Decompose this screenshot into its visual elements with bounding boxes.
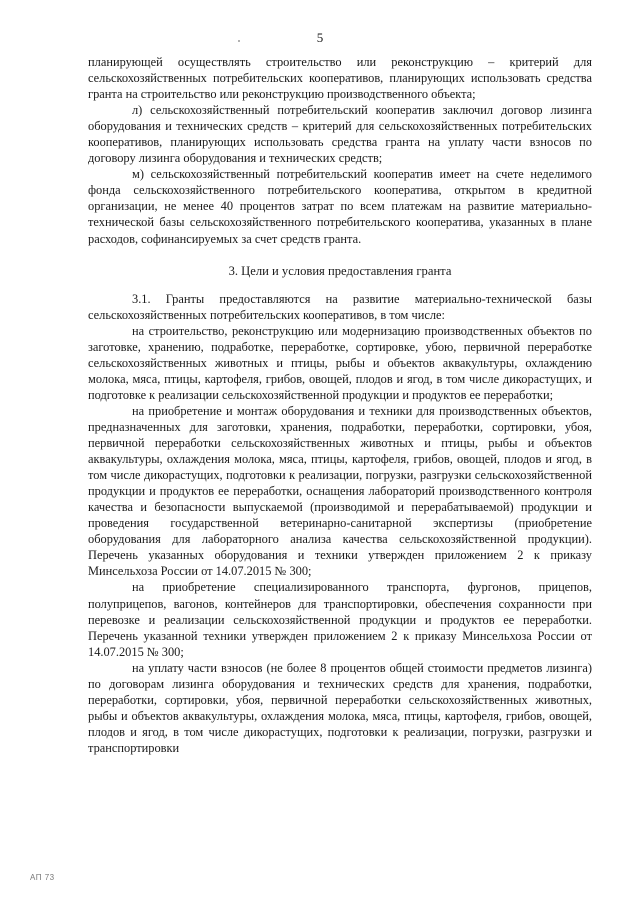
paragraph-3-1: 3.1. Гранты предоставляются на развитие материально-технической базы сельскохозяйственных потребительских кооперативов, в том числе: [88,291,592,322]
section-heading: 3. Цели и условия предоставления гранта [228,263,452,278]
paragraph-transport: на приобретение специализированного транспорта, фургонов, прицепов, полуприцепов, вагонов, контейнеров для транспортировки, обеспечения сохранности при перевозке и реализации сельскохозяйственной продукции и продуктов ее переработки. Перечень указанной техники утвержден приложением 2 к приказу Минсельхоза России от 14.07.2015 № 300; [88,580,592,659]
footer-mark: АП 73 [30,873,55,882]
page-number: 5 [316,30,324,45]
paragraph-construction: на строительство, реконструкцию или модернизацию производственных объектов по заготовке, хранению, подработке, переработке, сортировке, убою, первичной переработке сельскохозяйственных животных и птицы, рыбы и объектов аквакультуры, охлаждению молока, мяса, птицы, картофеля, грибов, овощей, плодов и ягод, в том числе дикорастущих, и подготовке к реализации сельскохозяйственной продукции и продуктов ее переработки; [88,323,592,402]
paragraph-continuation: планирующей осуществлять строительство или реконструкцию – критерий для сельскохозяйственных потребительских кооперативов, планирующих использовать средства гранта на строительство или реконструкцию производственного объекта; [88,55,592,102]
document-body [88,54,592,756]
paragraph-leasing: на уплату части взносов (не более 8 процентов общей стоимости предметов лизинга) по договорам лизинга оборудования и технических средств для хранения, подработки, переработки, сортировки, убоя, первичной переработки сельскохозяйственных животных, рыбы и объектов аквакультуры, охлаждения молока, мяса, птицы, картофеля, грибов, овощей, плодов и ягод, в том числе дикорастущих, подготовки к реализации, погрузки, разгрузки и транспортировки [88,660,592,755]
paragraph-equipment: на приобретение и монтаж оборудования и техники для производственных объектов, предназначенных для заготовки, хранения, подработки, переработки, сортировки, убоя, первичной переработки сельскохозяйственных животных и птицы, рыбы и объектов аквакультуры, охлаждения молока, мяса, птицы, картофеля, грибов, овощей, плодов и ягод, в том числе дикорастущих, подготовки к реализации, погрузки, разгрузки сельскохозяйственной продукции и продуктов ее переработки, оснащения лабораторий производственного контроля качества и безопасности выпускаемой (производимой и перерабатываемой) продукции и проведения государственной ветеринарно-санитарной экспертизы (приобретение оборудования для лабораторного анализа качества сельскохозяйственной продукции). Перечень указанных оборудования и техники утвержден приложением 2 к приказу Минсельхоза России от 14.07.2015 № 300; [88,403,592,579]
paragraph-criterion-m: м) сельскохозяйственный потребительский кооператив имеет на счете неделимого фонда сельскохозяйственного потребительского кооператива, открытом в кредитной организации, не менее 40 процентов затрат по всем платежам на развитие материально-технической базы сельскохозяйственного потребительского кооператива, указанных в плане расходов, софинансируемых за счет средств гранта. [88,167,592,246]
paragraph-criterion-l: л) сельскохозяйственный потребительский кооператив заключил договор лизинга оборудования и технических средств – критерий для сельскохозяйственных потребительских кооперативов, планирующих использовать средства гранта на уплату части взносов по договору лизинга оборудования и технических средств; [88,103,592,166]
